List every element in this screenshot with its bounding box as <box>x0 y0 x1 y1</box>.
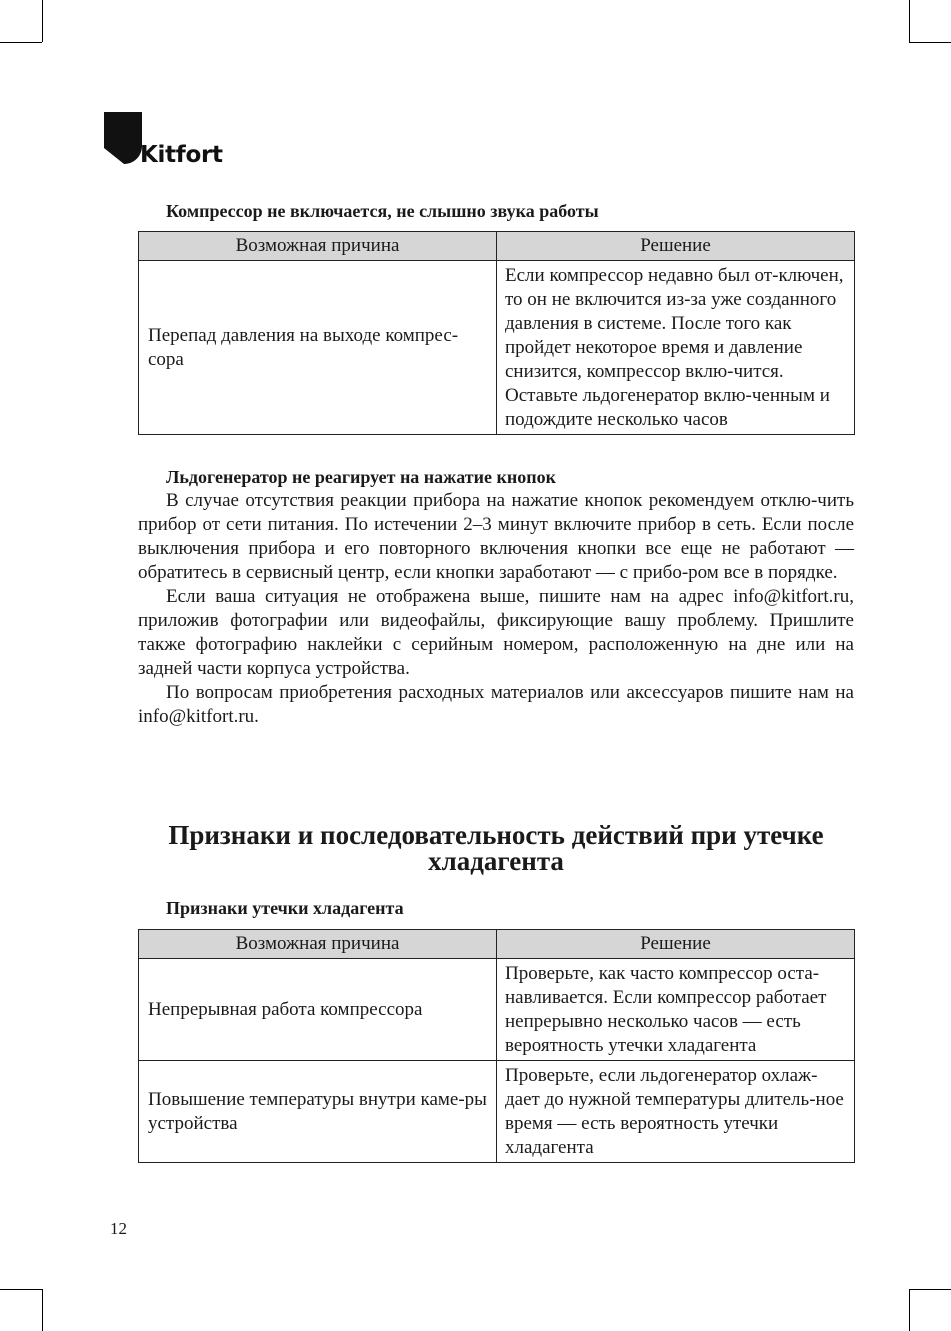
brand-name: Kitfort <box>140 142 223 168</box>
section-title-line: Признаки и последовательность действий при утечке <box>168 820 824 850</box>
crop-mark <box>42 1289 43 1331</box>
section-title <box>138 822 854 874</box>
solution-cell: Если компрессор недавно был от-ключен, то он не включится из-за уже созданного давления в системе. После того как пройдет некоторое время и давление снизится, компрессор вклю-чится. Оставьте льдогенератор вклю-ченным и подождите несколько часов <box>497 261 855 435</box>
paragraph: По вопросам приобретения расходных материалов или аксессуаров пишите нам на info@kitfort.ru. <box>138 682 854 727</box>
compressor-table <box>138 231 855 435</box>
table-row <box>139 261 855 435</box>
kitfort-logo-icon <box>104 112 142 164</box>
crop-mark <box>909 1289 910 1331</box>
leak-signs-table <box>138 929 855 1163</box>
crop-mark <box>0 42 42 43</box>
cause-cell: Повышение температуры внутри каме-ры устройства <box>139 1061 497 1163</box>
table-header-row <box>139 232 855 261</box>
buttons-heading: Льдогенератор не реагирует на нажатие кнопок <box>166 467 556 487</box>
paragraph: В случае отсутствия реакции прибора на нажатие кнопок рекомендуем отклю-чить прибор от сети питания. По истечении 2–3 минут включите прибор в сеть. Если после выключения прибора и его повторного включения кнопки все еще не работают — обратитесь в сервисный центр, если кнопки заработают — с прибо-ром все в порядке. <box>138 490 854 583</box>
crop-mark <box>42 0 43 42</box>
crop-mark <box>909 1289 951 1290</box>
table-row <box>139 959 855 1061</box>
column-header-solution: Решение <box>497 232 855 261</box>
buttons-section <box>138 465 854 729</box>
cause-cell: Непрерывная работа компрессора <box>139 959 497 1061</box>
solution-cell: Проверьте, как часто компрессор оста-навливается. Если компрессор работает непрерывно несколько часов — есть вероятность утечки хладагента <box>497 959 855 1061</box>
page-number: 12 <box>110 1219 127 1238</box>
column-header-cause: Возможная причина <box>139 930 497 959</box>
column-header-cause: Возможная причина <box>139 232 497 261</box>
crop-mark <box>0 1289 42 1290</box>
column-header-solution: Решение <box>497 930 855 959</box>
table-row <box>139 1061 855 1163</box>
crop-mark <box>909 0 910 42</box>
compressor-heading: Компрессор не включается, не слышно звука работы <box>166 201 599 221</box>
solution-cell: Проверьте, если льдогенератор охлаж-дает до нужной температуры длитель-ное время — есть вероятность утечки хладагента <box>497 1061 855 1163</box>
table-header-row <box>139 930 855 959</box>
paragraph: Если ваша ситуация не отображена выше, пишите нам на адрес info@kitfort.ru, приложив фотографии или видеофайлы, фиксирующие вашу проблему. Пришлите также фотографию наклейки с серийным номером, расположенную на дне или на задней части корпуса устройства. <box>138 586 854 679</box>
section-title-line: хладагента <box>428 846 564 876</box>
cause-cell: Перепад давления на выходе компрес-сора <box>139 261 497 435</box>
leak-signs-heading: Признаки утечки хладагента <box>166 898 404 918</box>
crop-mark <box>909 42 951 43</box>
